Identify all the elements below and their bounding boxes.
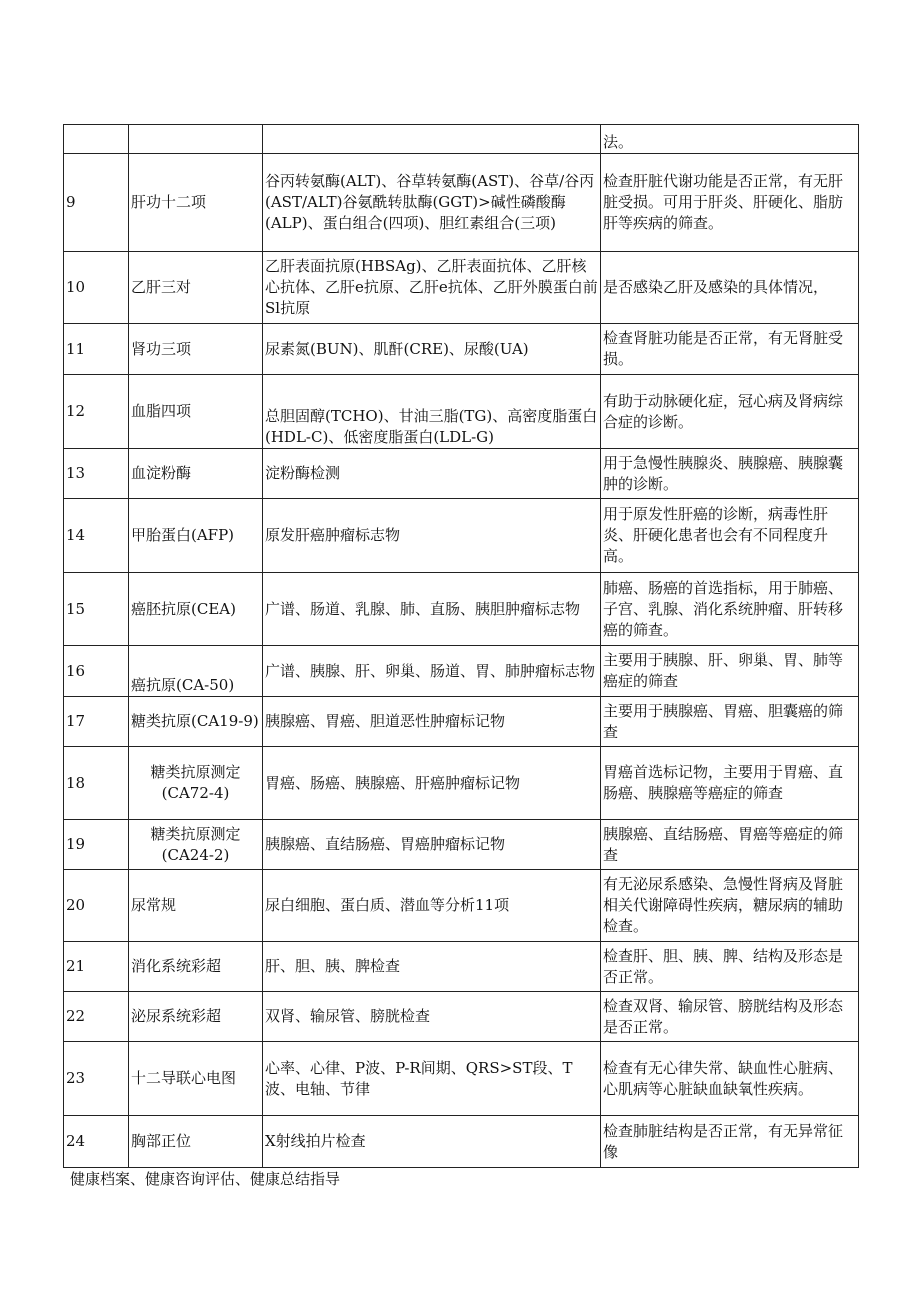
exam-items: 尿白细胞、蛋白质、潜血等分析11项 [263,870,601,942]
exam-name: 十二导联心电图 [129,1042,263,1116]
row-number: 10 [64,252,129,324]
row-number [64,125,129,154]
table-row [64,499,859,573]
row-number: 16 [64,646,129,697]
exam-items: 胃癌、肠癌、胰腺癌、肝癌肿瘤标记物 [263,747,601,820]
table-row [64,747,859,820]
exam-items [263,125,601,154]
exam-name: 糖类抗原测定(CA72-4) [129,747,263,820]
exam-purpose: 法。 [601,125,859,154]
exam-name: 糖类抗原测定(CA24-2) [129,820,263,870]
table-row [64,870,859,942]
row-number: 12 [64,375,129,449]
table-row [64,154,859,252]
exam-name: 癌抗原(CA-50) [129,646,263,697]
exam-items: 双肾、输尿管、膀胱检查 [263,992,601,1042]
table-row [64,573,859,646]
exam-name: 血淀粉酶 [129,449,263,499]
exam-name: 乙肝三对 [129,252,263,324]
exam-purpose: 主要用于胰腺癌、胃癌、胆囊癌的筛查 [601,697,859,747]
exam-name: 泌尿系统彩超 [129,992,263,1042]
row-number: 19 [64,820,129,870]
exam-items: 总胆固醇(TCHO)、甘油三脂(TG)、高密度脂蛋白(HDL-C)、低密度脂蛋白(LDL-G) [263,375,601,449]
table-row [64,697,859,747]
row-number: 24 [64,1116,129,1168]
exam-name: 肾功三项 [129,324,263,375]
exam-purpose: 用于原发性肝癌的诊断，病毒性肝炎、肝硬化患者也会有不同程度升高。 [601,499,859,573]
exam-purpose: 是否感染乙肝及感染的具体情况， [601,252,859,324]
row-number: 15 [64,573,129,646]
exam-purpose: 胃癌首选标记物，主要用于胃癌、直肠癌、胰腺癌等癌症的筛查 [601,747,859,820]
exam-purpose: 胰腺癌、直结肠癌、胃癌等癌症的筛查 [601,820,859,870]
row-number: 14 [64,499,129,573]
table-row [64,1042,859,1116]
exam-items: 肝、胆、胰、脾检查 [263,942,601,992]
row-number: 23 [64,1042,129,1116]
row-number: 18 [64,747,129,820]
exam-name: 血脂四项 [129,375,263,449]
exam-purpose: 有助于动脉硬化症，冠心病及肾病综合症的诊断。 [601,375,859,449]
table-row [64,646,859,697]
table-row [64,125,859,154]
exam-name: 糖类抗原(CA19-9) [129,697,263,747]
exam-purpose: 肺癌、肠癌的首选指标，用于肺癌、子宫、乳腺、消化系统肿瘤、肝转移癌的筛查。 [601,573,859,646]
table-row [64,449,859,499]
exam-items: 淀粉酶检测 [263,449,601,499]
table-row [64,252,859,324]
table-row [64,942,859,992]
exam-name [129,125,263,154]
exam-items: 原发肝癌肿瘤标志物 [263,499,601,573]
exam-purpose: 检查有无心律失常、缺血性心脏病、心肌病等心脏缺血缺氧性疾病。 [601,1042,859,1116]
exam-items: 胰腺癌、胃癌、胆道恶性肿瘤标记物 [263,697,601,747]
exam-items: 广谱、胰腺、肝、卵巢、肠道、胃、肺肿瘤标志物 [263,646,601,697]
exam-name: 胸部正位 [129,1116,263,1168]
exam-purpose: 有无泌尿系感染、急慢性肾病及肾脏相关代谢障碍性疾病，糖尿病的辅助检查。 [601,870,859,942]
exam-purpose: 检查肝脏代谢功能是否正常，有无肝脏受损。可用于肝炎、肝硬化、脂肪肝等疾病的筛查。 [601,154,859,252]
exam-purpose: 用于急慢性胰腺炎、胰腺癌、胰腺囊肿的诊断。 [601,449,859,499]
exam-items: X射线拍片检查 [263,1116,601,1168]
exam-items: 心率、心律、P波、P-R间期、QRS>ST段、T波、电轴、节律 [263,1042,601,1116]
exam-items: 尿素氮(BUN)、肌酐(CRE)、尿酸(UA) [263,324,601,375]
exam-items-table [63,124,859,1168]
exam-items: 谷丙转氨酶(ALT)、谷草转氨酶(AST)、谷草/谷丙(AST/ALT)谷氨酰转肽酶(GGT)>碱性磷酸酶(ALP)、蛋白组合(四项)、胆红素组合(三项) [263,154,601,252]
table-row [64,1116,859,1168]
row-number: 13 [64,449,129,499]
table-row [64,324,859,375]
exam-items: 广谱、肠道、乳腺、肺、直肠、胰胆肿瘤标志物 [263,573,601,646]
row-number: 20 [64,870,129,942]
exam-name: 肝功十二项 [129,154,263,252]
exam-name: 尿常规 [129,870,263,942]
exam-name: 消化系统彩超 [129,942,263,992]
exam-name: 癌胚抗原(CEA) [129,573,263,646]
exam-items: 胰腺癌、直结肠癌、胃癌肿瘤标记物 [263,820,601,870]
row-number: 17 [64,697,129,747]
exam-purpose: 检查肾脏功能是否正常，有无肾脏受损。 [601,324,859,375]
footer-note: 健康档案、健康咨询评估、健康总结指导 [70,1170,341,1188]
exam-name: 甲胎蛋白(AFP) [129,499,263,573]
exam-purpose: 主要用于胰腺、肝、卵巢、胃、肺等癌症的筛查 [601,646,859,697]
row-number: 11 [64,324,129,375]
table-row [64,375,859,449]
row-number: 21 [64,942,129,992]
exam-purpose: 检查双肾、输尿管、膀胱结构及形态是否正常。 [601,992,859,1042]
table-row [64,820,859,870]
row-number: 9 [64,154,129,252]
exam-items: 乙肝表面抗原(HBSAg)、乙肝表面抗体、乙肝核心抗体、乙肝e抗原、乙肝e抗体、乙肝外膜蛋白前Sl抗原 [263,252,601,324]
table-row [64,992,859,1042]
exam-purpose: 检查肺脏结构是否正常，有无异常征像 [601,1116,859,1168]
row-number: 22 [64,992,129,1042]
exam-purpose: 检查肝、胆、胰、脾、结构及形态是否正常。 [601,942,859,992]
